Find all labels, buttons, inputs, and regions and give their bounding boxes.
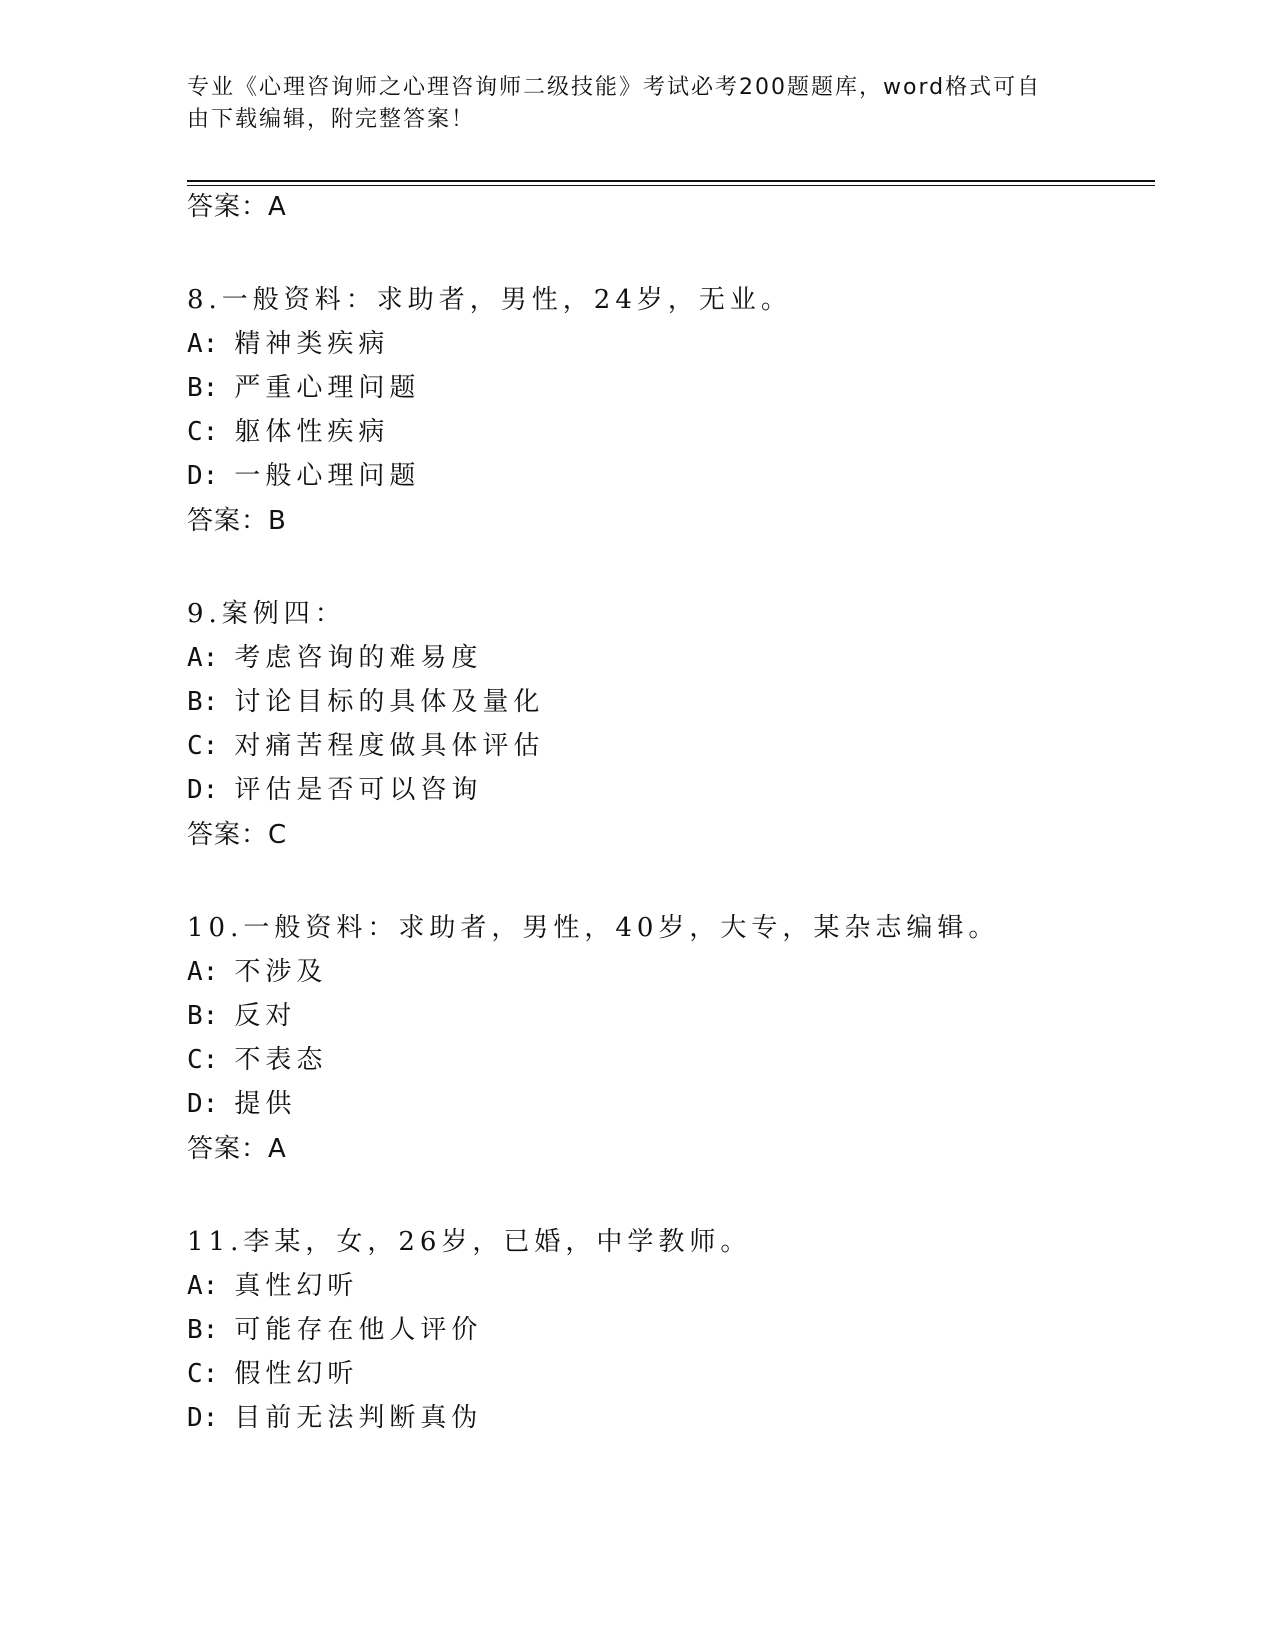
question-10-option-d: [187, 1087, 296, 1121]
question-8-answer: 答案：B: [187, 506, 287, 536]
option-letter: A:: [187, 957, 219, 987]
option-text: 假性幻听: [234, 1359, 359, 1389]
question-10-option-c: [187, 1043, 327, 1077]
option-letter: B:: [187, 1315, 219, 1345]
question-8-option-a: [187, 327, 389, 361]
question-10-option-a: [187, 955, 327, 989]
option-text: 对痛苦程度做具体评估: [234, 731, 545, 761]
option-letter: C:: [187, 731, 219, 761]
option-text: 躯体性疾病: [234, 417, 390, 447]
option-letter: D:: [187, 1089, 219, 1119]
header-rule-thin: [187, 185, 1155, 186]
option-letter: B:: [187, 1001, 219, 1031]
document-header: [187, 72, 1067, 136]
question-11-option-d: [187, 1401, 482, 1435]
option-text: 不涉及: [234, 957, 328, 987]
option-text: 真性幻听: [234, 1271, 359, 1301]
question-9-answer: 答案：C: [187, 820, 288, 850]
option-letter: B:: [187, 687, 219, 717]
question-11-option-a: [187, 1269, 358, 1303]
option-letter: B:: [187, 373, 219, 403]
option-text: 严重心理问题: [234, 373, 421, 403]
option-text: 反对: [234, 1001, 297, 1031]
option-letter: D:: [187, 1403, 219, 1433]
question-9-option-c: [187, 729, 544, 763]
option-text: 目前无法判断真伪: [234, 1403, 483, 1433]
option-letter: D:: [187, 775, 219, 805]
question-11-stem: 11.李某，女，26岁，已婚，中学教师。: [187, 1227, 752, 1257]
question-8-stem: 8.一般资料：求助者，男性，24岁，无业。: [187, 285, 792, 315]
question-8-option-c: [187, 415, 389, 449]
option-text: 一般心理问题: [234, 461, 421, 491]
option-text: 考虑咨询的难易度: [234, 643, 483, 673]
question-10-answer: 答案：A: [187, 1134, 287, 1164]
option-letter: C:: [187, 417, 219, 447]
question-9-option-d: [187, 773, 482, 807]
option-letter: A:: [187, 1271, 219, 1301]
question-10-option-b: [187, 999, 296, 1033]
option-text: 可能存在他人评价: [234, 1315, 483, 1345]
question-10-stem: 10.一般资料：求助者，男性，40岁，大专，某杂志编辑。: [187, 913, 1000, 943]
option-text: 精神类疾病: [234, 329, 390, 359]
option-text: 讨论目标的具体及量化: [234, 687, 545, 717]
question-9-option-b: [187, 685, 544, 719]
option-text: 提供: [234, 1089, 297, 1119]
option-letter: A:: [187, 329, 219, 359]
question-11-option-c: [187, 1357, 358, 1391]
header-line-2: 由下载编辑，附完整答案！: [187, 107, 476, 132]
option-letter: C:: [187, 1045, 219, 1075]
option-letter: A:: [187, 643, 219, 673]
question-8-option-d: [187, 459, 420, 493]
question-9-stem: 9.案例四：: [187, 599, 346, 629]
option-letter: D:: [187, 461, 219, 491]
answer-prev: 答案：A: [187, 192, 287, 222]
question-11-option-b: [187, 1313, 482, 1347]
header-line-1: 专业《心理咨询师之心理咨询师二级技能》考试必考200题题库，word格式可自: [187, 75, 1042, 100]
question-8-option-b: [187, 371, 420, 405]
option-text: 评估是否可以咨询: [234, 775, 483, 805]
option-letter: C:: [187, 1359, 219, 1389]
question-9-option-a: [187, 641, 482, 675]
option-text: 不表态: [234, 1045, 328, 1075]
header-rule-thick: [187, 180, 1155, 182]
